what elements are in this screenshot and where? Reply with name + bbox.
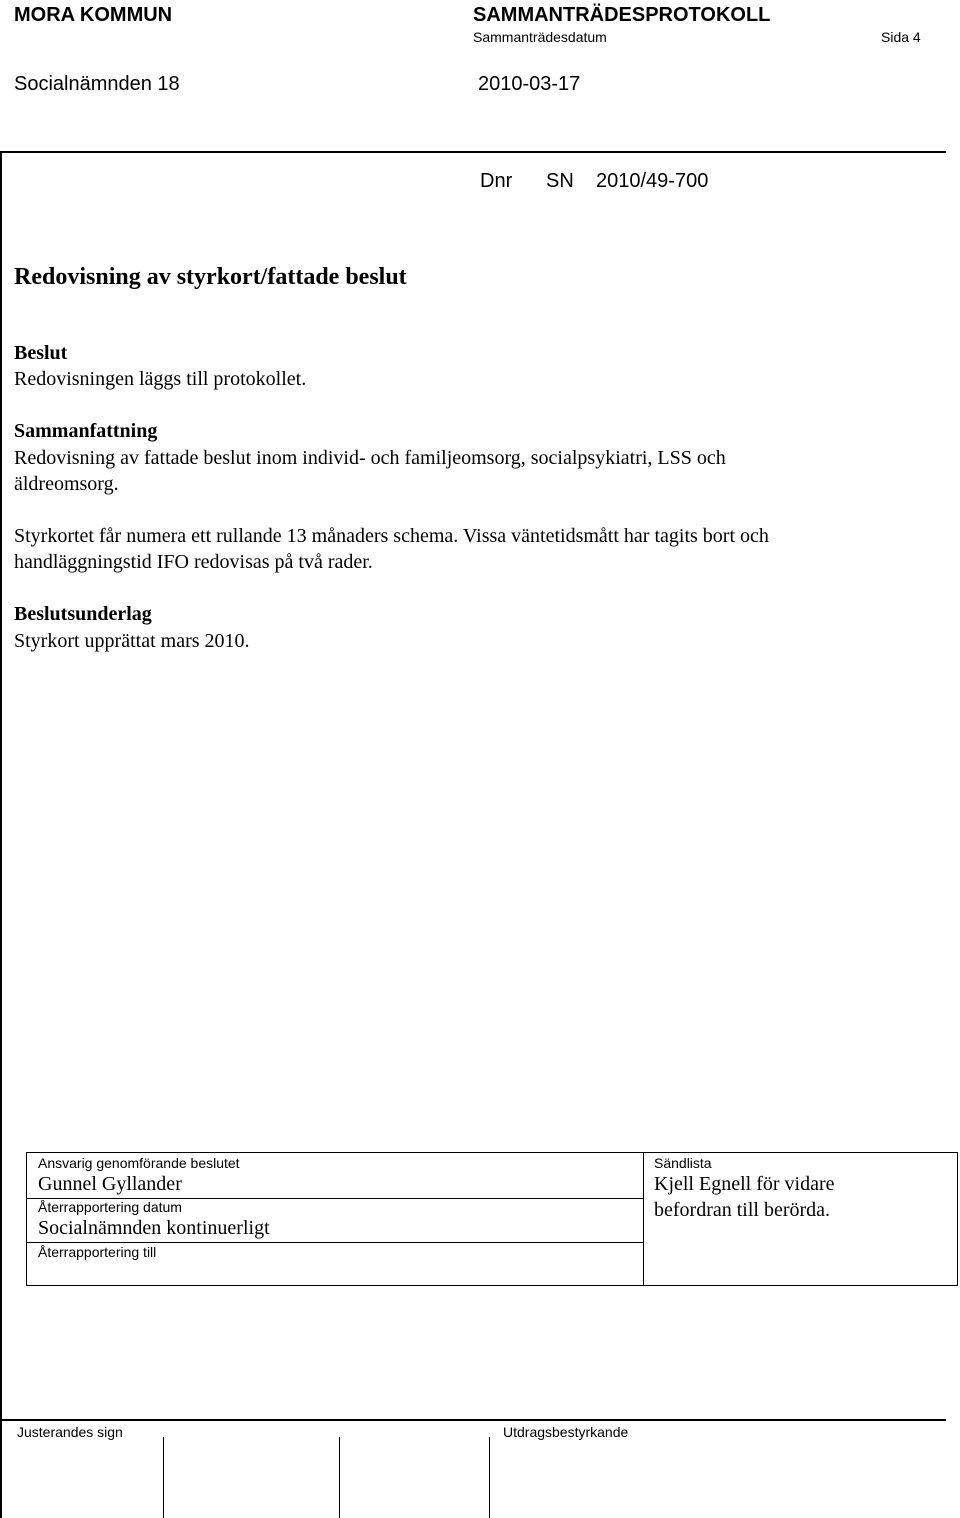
frame-top-line — [0, 151, 946, 153]
responsible-label: Ansvarig genomförande beslutet — [38, 1155, 240, 1171]
summary-heading: Sammanfattning — [14, 420, 158, 442]
distribution-line-1: Kjell Egnell för vidare — [654, 1173, 835, 1195]
summary-text-line-2: äldreomsorg. — [14, 473, 119, 495]
adjuster-sign-label: Justerandes sign — [17, 1424, 123, 1440]
decision-text: Redovisningen läggs till protokollet. — [14, 368, 307, 390]
footer-separator-line — [0, 1419, 946, 1421]
committee-name: Socialnämnden 18 — [14, 73, 180, 95]
document-type: SAMMANTRÄDESPROTOKOLL — [473, 4, 771, 26]
signature-box-divider-3 — [489, 1437, 490, 1518]
page-number: Sida 4 — [881, 29, 921, 45]
basis-text: Styrkort upprättat mars 2010. — [14, 630, 250, 652]
box-column-divider — [643, 1153, 644, 1285]
meeting-date: 2010-03-17 — [478, 73, 581, 95]
signature-box-divider-1 — [163, 1437, 164, 1518]
distribution-line-2: befordran till berörda. — [654, 1199, 831, 1221]
case-number — [480, 170, 708, 193]
summary-text-line-1: Redovisning av fattade beslut inom individ- och familjeomsorg, socialpsykiatri, LSS och — [14, 447, 726, 469]
report-date-value: Socialnämnden kontinuerligt — [38, 1217, 270, 1239]
case-number-label: Dnr — [480, 170, 513, 192]
distribution-label: Sändlista — [654, 1155, 712, 1171]
item-title: Redovisning av styrkort/fattade beslut — [14, 264, 407, 290]
responsible-value: Gunnel Gyllander — [38, 1173, 182, 1195]
decision-heading: Beslut — [14, 342, 68, 364]
report-date-label: Återrapportering datum — [38, 1199, 182, 1215]
responsibility-box — [26, 1152, 958, 1286]
report-to-label: Återrapportering till — [38, 1244, 157, 1260]
meeting-date-label: Sammanträdesdatum — [473, 29, 607, 45]
frame-left-line — [0, 151, 2, 1518]
basis-heading: Beslutsunderlag — [14, 603, 152, 625]
summary2-text-line-1: Styrkortet får numera ett rullande 13 månaders schema. Vissa väntetidsmått har tagits bort och — [14, 525, 769, 547]
case-number-value: 2010/49-700 — [596, 170, 709, 192]
summary2-text-line-2: handläggningstid IFO redovisas på två rader. — [14, 551, 373, 573]
case-number-prefix: SN — [546, 170, 574, 192]
signature-box-divider-2 — [339, 1437, 340, 1518]
box-row-divider-2 — [27, 1242, 644, 1243]
certifier-label: Utdragsbestyrkande — [503, 1424, 629, 1440]
organization-name: MORA KOMMUN — [14, 4, 173, 26]
